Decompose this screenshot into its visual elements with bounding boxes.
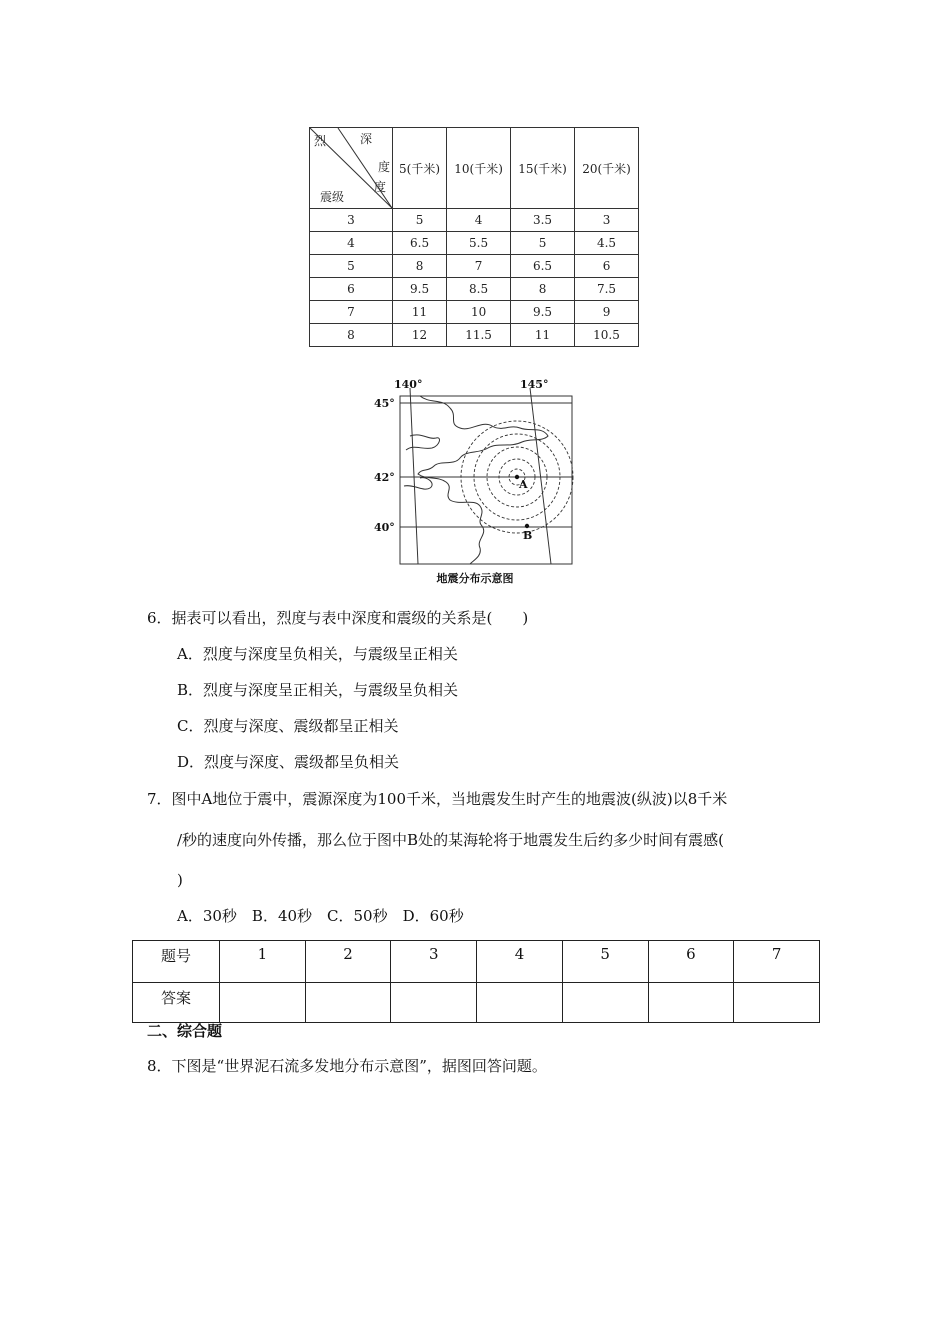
lat-label-42: 42°: [374, 471, 395, 484]
answer-table: [132, 940, 820, 1023]
question-6-option-c: C．烈度与深度、震级都呈正相关: [177, 717, 399, 735]
table-row: [310, 301, 639, 324]
question-number-cell: 7: [734, 941, 820, 983]
question-number-cell: 3: [391, 941, 477, 983]
question-8-stem: 8．下图是“世界泥石流多发地分布示意图”，据图回答问题。: [147, 1057, 547, 1075]
magnitude-cell: 3: [310, 209, 393, 232]
question-6-option-d: D．烈度与深度、震级都呈负相关: [177, 753, 400, 771]
value-cell: 8.5: [447, 278, 511, 301]
question-6-option-a: A．烈度与深度呈负相关，与震级呈正相关: [177, 645, 458, 663]
lon-label-140: 140°: [394, 378, 423, 391]
meridian-140: [410, 388, 418, 564]
meridian-145: [530, 388, 551, 564]
magnitude-cell: 5: [310, 255, 393, 278]
value-cell: 5: [393, 209, 447, 232]
map-graphic: [370, 376, 580, 570]
answer-cell[interactable]: [305, 983, 391, 1023]
magnitude-cell: 7: [310, 301, 393, 324]
depth-header: 5(千米): [393, 128, 447, 209]
question-number-cell: 4: [477, 941, 563, 983]
value-cell: 5.5: [447, 232, 511, 255]
corner-label-depth-3: 度: [374, 180, 387, 194]
question-6-option-b: B．烈度与深度呈正相关，与震级呈负相关: [177, 681, 459, 699]
table-row: [310, 209, 639, 232]
value-cell: 7.5: [575, 278, 639, 301]
value-cell: 5: [511, 232, 575, 255]
question-7-line-2: /秒的速度向外传播，那么位于图中B处的某海轮将于地震发生后约多少时间有震感(: [177, 831, 724, 849]
map-frame: [400, 396, 572, 564]
answer-table-header-row: [133, 941, 820, 983]
point-b-marker: [525, 524, 529, 528]
value-cell: 6.5: [511, 255, 575, 278]
value-cell: 4.5: [575, 232, 639, 255]
value-cell: 9.5: [393, 278, 447, 301]
point-a-label: A: [519, 478, 528, 491]
question-7-options: A．30秒 B．40秒 C．50秒 D．60秒: [177, 907, 464, 925]
answer-cell[interactable]: [648, 983, 734, 1023]
answer-cell[interactable]: [220, 983, 306, 1023]
earthquake-map: [370, 376, 580, 588]
value-cell: 10: [447, 301, 511, 324]
answer-cell[interactable]: [391, 983, 477, 1023]
magnitude-cell: 4: [310, 232, 393, 255]
answer-table-answer-row: [133, 983, 820, 1023]
depth-header: 20(千米): [575, 128, 639, 209]
section-heading: 二、综合题: [147, 1022, 223, 1040]
corner-label-depth-2: 度: [378, 160, 391, 174]
table-row: [310, 255, 639, 278]
question-number-cell: 5: [562, 941, 648, 983]
depth-header: 10(千米): [447, 128, 511, 209]
question-number-cell: 2: [305, 941, 391, 983]
value-cell: 6.5: [393, 232, 447, 255]
table-row: [310, 324, 639, 347]
answer-cell[interactable]: [734, 983, 820, 1023]
value-cell: 8: [511, 278, 575, 301]
value-cell: 11.5: [447, 324, 511, 347]
value-cell: 6: [575, 255, 639, 278]
point-b-label: B: [523, 529, 533, 542]
question-7-line-3: ): [177, 871, 183, 889]
table-row: [310, 232, 639, 255]
question-number-cell: 1: [220, 941, 306, 983]
corner-label-magnitude: 震级: [320, 190, 345, 204]
row-label-answer: 答案: [133, 983, 220, 1023]
lat-label-40: 40°: [374, 521, 395, 534]
question-6-stem: 6．据表可以看出，烈度与表中深度和震级的关系是( ): [147, 609, 529, 627]
lon-label-145: 145°: [520, 378, 549, 391]
value-cell: 4: [447, 209, 511, 232]
corner-label-depth-1: 深: [360, 132, 373, 146]
value-cell: 8: [393, 255, 447, 278]
value-cell: 9: [575, 301, 639, 324]
value-cell: 7: [447, 255, 511, 278]
value-cell: 3: [575, 209, 639, 232]
map-caption: 地震分布示意图: [436, 572, 514, 585]
lat-label-45: 45°: [374, 397, 395, 410]
table-row: [310, 278, 639, 301]
row-label-question-number: 题号: [133, 941, 220, 983]
value-cell: 3.5: [511, 209, 575, 232]
value-cell: 12: [393, 324, 447, 347]
magnitude-cell: 8: [310, 324, 393, 347]
intensity-table: [309, 127, 639, 347]
answer-cell[interactable]: [477, 983, 563, 1023]
magnitude-cell: 6: [310, 278, 393, 301]
value-cell: 10.5: [575, 324, 639, 347]
answer-cell[interactable]: [562, 983, 648, 1023]
corner-label-intensity: 烈: [314, 134, 327, 148]
value-cell: 9.5: [511, 301, 575, 324]
depth-header: 15(千米): [511, 128, 575, 209]
question-7-line-1: 7．图中A地位于震中，震源深度为100千米，当地震发生时产生的地震波(纵波)以8千米: [147, 790, 728, 808]
value-cell: 11: [393, 301, 447, 324]
question-number-cell: 6: [648, 941, 734, 983]
value-cell: 11: [511, 324, 575, 347]
diagonal-header-cell: [310, 128, 393, 209]
